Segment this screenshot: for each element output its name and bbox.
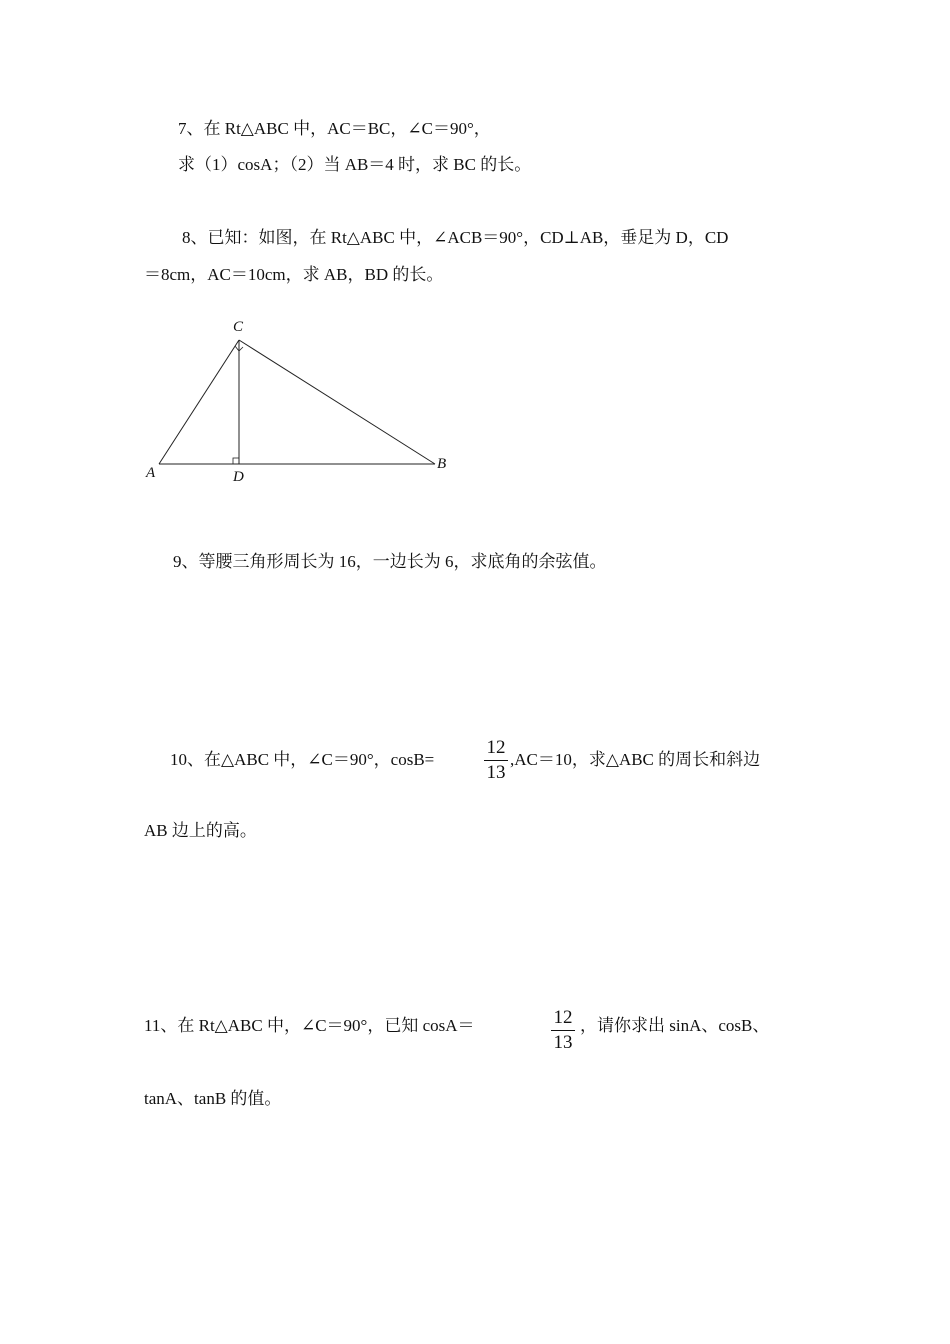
q8-triangle-figure xyxy=(130,310,470,500)
q9-line1: 9、等腰三角形周长为 16，一边长为 6，求底角的余弦值。 xyxy=(173,552,607,571)
q10-fraction-denominator: 13 xyxy=(486,762,506,783)
side-cb xyxy=(239,340,435,464)
q7-line2: 求（1）cosA；（2）当 AB＝4 时，求 BC 的长。 xyxy=(178,155,532,174)
q10-fraction-bar xyxy=(484,760,508,761)
q10-text-after-fraction: ,AC＝10，求△ABC 的周长和斜边 xyxy=(510,750,761,769)
q11-fraction-numerator: 12 xyxy=(553,1007,573,1028)
q7-line1: 7、在 Rt△ABC 中，AC＝BC，∠C＝90°， xyxy=(178,119,491,138)
q11-line2: tanA、tanB 的值。 xyxy=(144,1089,282,1108)
q11-text-after-fraction: ，请你求出 sinA、cosB、 xyxy=(580,1016,770,1035)
label-a: A xyxy=(146,465,156,481)
q11-fraction-denominator: 13 xyxy=(553,1032,573,1053)
q11-fraction xyxy=(549,1007,577,1054)
q10-line2: AB 边上的高。 xyxy=(144,821,257,840)
q11-fraction-bar xyxy=(551,1030,575,1031)
q10-text-before-fraction: 10、在△ABC 中，∠C＝90°，cosB= xyxy=(170,750,435,769)
q10-fraction-numerator: 12 xyxy=(486,737,506,758)
q10-fraction xyxy=(482,737,510,784)
q8-line1: 8、已知：如图，在 Rt△ABC 中，∠ACB＝90°，CD⊥AB，垂足为 D，CD xyxy=(182,228,729,247)
label-b: B xyxy=(437,456,447,472)
label-c: C xyxy=(233,319,244,335)
label-d: D xyxy=(233,469,244,485)
right-angle-mark-d xyxy=(233,458,239,464)
side-ac xyxy=(159,340,239,464)
q11-text-before-fraction: 11、在 Rt△ABC 中，∠C＝90°，已知 cosA＝ xyxy=(144,1016,475,1035)
q8-line2: ＝8cm，AC＝10cm，求 AB，BD 的长。 xyxy=(144,265,444,284)
